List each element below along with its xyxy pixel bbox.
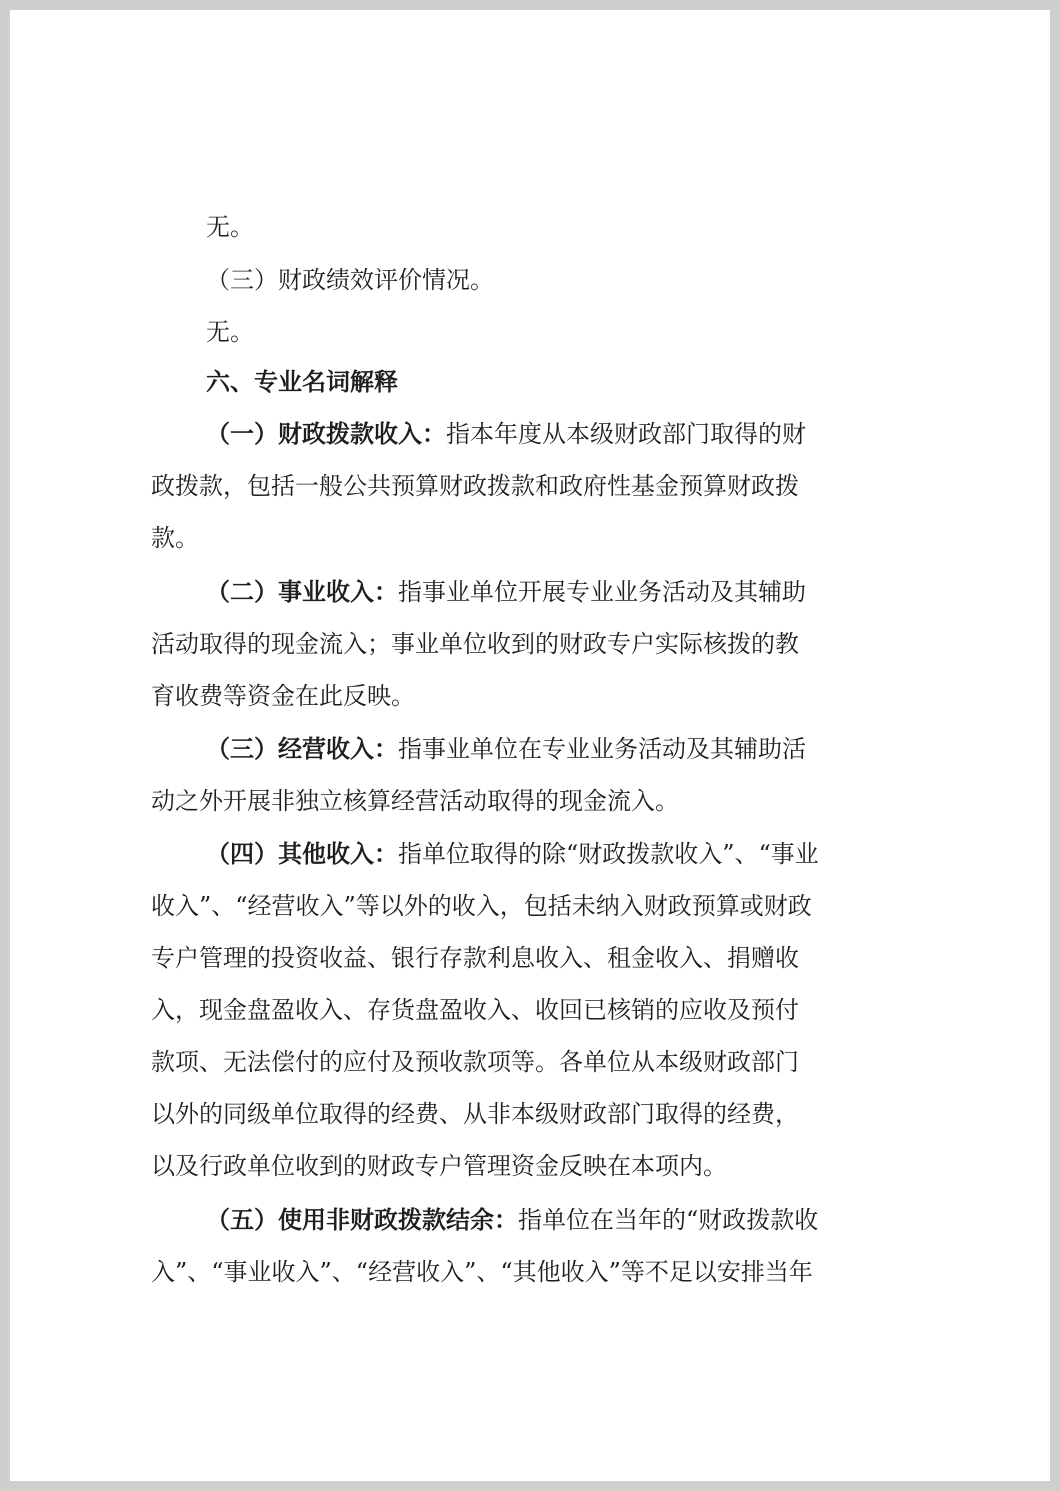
text: 款项、无法偿付的应付及预收款项等。各单位从本级财政部门 bbox=[151, 1048, 799, 1076]
term-other-income bbox=[206, 839, 819, 869]
document-page bbox=[10, 10, 1050, 1481]
text: 政拨款，包括一般公共预算财政拨款和政府性基金预算财政拨 bbox=[151, 472, 799, 500]
term-text: 指单位在当年的“财政拨款收 bbox=[518, 1206, 819, 1234]
text: 款。 bbox=[151, 524, 199, 552]
term-operating-income bbox=[206, 734, 806, 764]
paragraph-line bbox=[151, 1151, 727, 1181]
term-text: 指事业单位开展专业业务活动及其辅助 bbox=[398, 578, 806, 606]
text: 入，现金盘盈收入、存货盘盈收入、收回已核销的应收及预付 bbox=[151, 996, 799, 1024]
text: 入”、“事业收入”、“经营收入”、“其他收入”等不足以安排当年 bbox=[151, 1258, 813, 1286]
paragraph-line bbox=[151, 1257, 813, 1287]
text: 以外的同级单位取得的经费、从非本级财政部门取得的经费， bbox=[151, 1100, 799, 1128]
text: 活动取得的现金流入；事业单位收到的财政专户实际核拨的教 bbox=[151, 630, 799, 658]
paragraph-none-1 bbox=[206, 212, 254, 242]
term-fiscal-appropriation bbox=[206, 419, 806, 449]
text: 育收费等资金在此反映。 bbox=[151, 682, 415, 710]
text: 无。 bbox=[206, 213, 254, 241]
term-label: （五）使用非财政拨款结余： bbox=[206, 1206, 518, 1234]
term-label: （一）财政拨款收入： bbox=[206, 420, 446, 448]
text: （三）财政绩效评价情况。 bbox=[206, 266, 494, 294]
paragraph-line bbox=[151, 681, 415, 711]
paragraph-line bbox=[151, 943, 799, 973]
text: 收入”、“经营收入”等以外的收入，包括未纳入财政预算或财政 bbox=[151, 892, 812, 920]
text: 以及行政单位收到的财政专户管理资金反映在本项内。 bbox=[151, 1152, 727, 1180]
paragraph-line bbox=[151, 629, 799, 659]
subheading-performance-evaluation bbox=[206, 265, 494, 295]
text: 动之外开展非独立核算经营活动取得的现金流入。 bbox=[151, 787, 679, 815]
paragraph-line bbox=[151, 1047, 799, 1077]
paragraph-line bbox=[151, 523, 199, 553]
term-label: （二）事业收入： bbox=[206, 578, 398, 606]
paragraph-none-2 bbox=[206, 317, 254, 347]
paragraph-line bbox=[151, 471, 799, 501]
term-non-fiscal-balance bbox=[206, 1205, 818, 1235]
term-text: 指本年度从本级财政部门取得的财 bbox=[446, 420, 806, 448]
term-text: 指单位取得的除“财政拨款收入”、“事业 bbox=[398, 840, 819, 868]
term-label: （四）其他收入： bbox=[206, 840, 398, 868]
section-heading-terms bbox=[206, 367, 398, 397]
text: 无。 bbox=[206, 318, 254, 346]
term-label: （三）经营收入： bbox=[206, 735, 398, 763]
paragraph-line bbox=[151, 786, 679, 816]
paragraph-line bbox=[151, 891, 812, 921]
text: 六、专业名词解释 bbox=[206, 368, 398, 396]
paragraph-line bbox=[151, 1099, 799, 1129]
text: 专户管理的投资收益、银行存款利息收入、租金收入、捐赠收 bbox=[151, 944, 799, 972]
term-text: 指事业单位在专业业务活动及其辅助活 bbox=[398, 735, 806, 763]
term-business-income bbox=[206, 577, 806, 607]
paragraph-line bbox=[151, 995, 799, 1025]
